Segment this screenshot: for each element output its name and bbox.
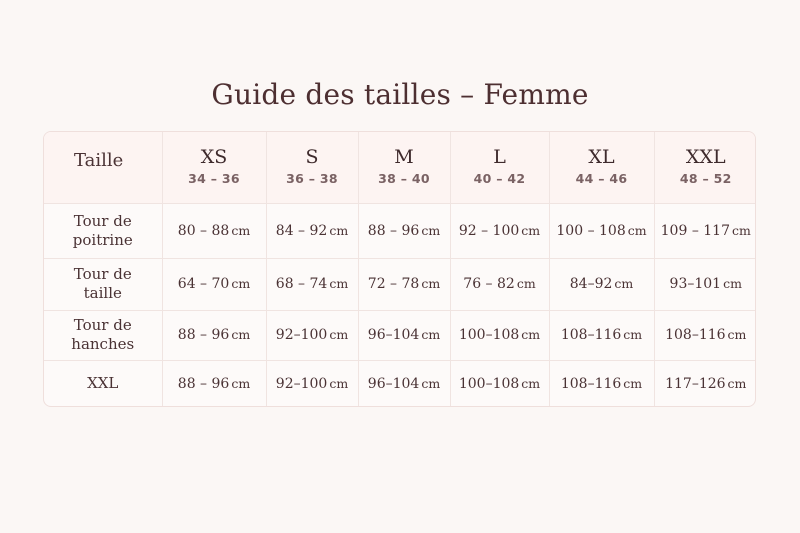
table-cell — [266, 258, 358, 310]
size-header — [549, 132, 654, 203]
table-cell — [358, 360, 450, 407]
table-cell — [549, 360, 654, 407]
table-cell — [549, 203, 654, 258]
row-label-line: taille — [83, 284, 122, 302]
table-cell — [162, 203, 266, 258]
cell-value: 92–100 — [275, 375, 328, 392]
cell-unit: cm — [727, 375, 747, 391]
size-range: 36 – 38 — [286, 171, 338, 187]
table-cell — [162, 258, 266, 310]
cell-value: 96–104 — [367, 327, 420, 343]
cell-value: 92–100 — [275, 327, 328, 343]
table-cell — [358, 203, 450, 258]
cell-value: 84–92 — [569, 276, 613, 292]
table-cell — [450, 203, 549, 258]
table-row — [44, 203, 756, 258]
row-label — [44, 360, 162, 407]
table-cell — [162, 360, 266, 407]
cell-value: 108–116 — [560, 375, 622, 392]
table-cell — [549, 310, 654, 360]
page-title: Guide des tailles – Femme — [211, 78, 589, 111]
table-cell — [266, 203, 358, 258]
size-table-container — [43, 131, 756, 407]
cell-unit: cm — [421, 327, 441, 342]
size-range: 44 – 46 — [575, 171, 628, 187]
cell-value: 64 – 70 — [177, 276, 230, 292]
cell-unit: cm — [231, 327, 251, 342]
cell-unit: cm — [723, 276, 742, 291]
cell-value: 108–116 — [560, 327, 622, 343]
row-label-line: poitrine — [72, 230, 133, 249]
table-cell — [450, 258, 549, 310]
row-label — [44, 258, 162, 310]
table-cell — [162, 310, 266, 360]
cell-value: 96–104 — [367, 375, 420, 392]
size-header — [358, 132, 450, 203]
cell-value: 68 – 74 — [275, 276, 328, 292]
row-label — [44, 203, 162, 258]
table-cell — [358, 258, 450, 310]
table-header-row — [44, 132, 756, 203]
row-label-line: Tour de — [73, 316, 132, 334]
size-header — [162, 132, 266, 203]
cell-value: 108–116 — [665, 327, 726, 343]
cell-value: 109 – 117 — [660, 222, 730, 239]
cell-unit: cm — [727, 327, 747, 342]
cell-value: 80 – 88 — [177, 222, 230, 239]
table-row — [44, 258, 756, 310]
table-cell — [358, 310, 450, 360]
row-label-line: Tour de — [73, 211, 132, 230]
cell-unit: cm — [329, 327, 349, 342]
row-label-line: Tour de — [73, 265, 132, 283]
cell-unit: cm — [421, 276, 441, 291]
table-row — [44, 310, 756, 360]
size-name: M — [394, 146, 414, 169]
size-range: 48 – 52 — [679, 171, 732, 187]
cell-unit: cm — [329, 276, 349, 291]
cell-unit: cm — [231, 276, 251, 291]
table-cell — [654, 360, 756, 407]
cell-value: 84 – 92 — [275, 222, 328, 239]
table-cell — [654, 203, 756, 258]
table-row — [44, 360, 756, 407]
size-name: XXL — [685, 146, 726, 169]
cell-unit: cm — [231, 375, 251, 391]
row-label-line: XXL — [87, 374, 119, 393]
table-cell — [450, 310, 549, 360]
cell-value: 100–108 — [458, 375, 520, 392]
size-name: S — [305, 146, 319, 169]
cell-unit: cm — [623, 375, 643, 391]
cell-unit: cm — [623, 327, 643, 342]
table-cell — [549, 258, 654, 310]
cell-unit: cm — [516, 276, 536, 291]
size-name: L — [493, 146, 506, 169]
size-header — [266, 132, 358, 203]
size-name: XL — [588, 146, 615, 169]
table-cell — [654, 310, 756, 360]
size-name: XS — [200, 146, 228, 169]
cell-unit: cm — [329, 375, 349, 391]
cell-unit: cm — [521, 327, 541, 342]
cell-value: 88 – 96 — [367, 222, 420, 239]
cell-unit: cm — [521, 222, 541, 238]
size-range: 40 – 42 — [473, 171, 526, 187]
row-label — [44, 310, 162, 360]
cell-unit: cm — [731, 222, 751, 238]
cell-unit: cm — [627, 222, 647, 238]
cell-value: 93–101 — [669, 276, 722, 292]
row-label-line: hanches — [71, 335, 135, 353]
cell-unit: cm — [231, 222, 251, 238]
cell-unit: cm — [521, 375, 541, 391]
cell-unit: cm — [421, 222, 441, 238]
cell-value: 72 – 78 — [367, 276, 420, 292]
cell-value: 88 – 96 — [177, 375, 230, 392]
cell-value: 76 – 82 — [463, 276, 515, 292]
size-header — [654, 132, 756, 203]
table-cell — [266, 360, 358, 407]
table-cell — [450, 360, 549, 407]
cell-value: 100–108 — [458, 327, 520, 343]
cell-value: 117–126 — [665, 375, 726, 392]
cell-unit: cm — [329, 222, 349, 238]
cell-value: 88 – 96 — [177, 327, 230, 343]
header-label: Taille — [44, 132, 162, 203]
cell-unit: cm — [614, 276, 634, 291]
size-range: 34 – 36 — [188, 171, 240, 187]
table-cell — [266, 310, 358, 360]
cell-value: 100 – 108 — [556, 222, 626, 239]
cell-unit: cm — [421, 375, 441, 391]
cell-value: 92 – 100 — [458, 222, 520, 239]
size-table — [44, 132, 756, 407]
table-cell — [654, 258, 756, 310]
size-header — [450, 132, 549, 203]
size-range: 38 – 40 — [378, 171, 430, 187]
